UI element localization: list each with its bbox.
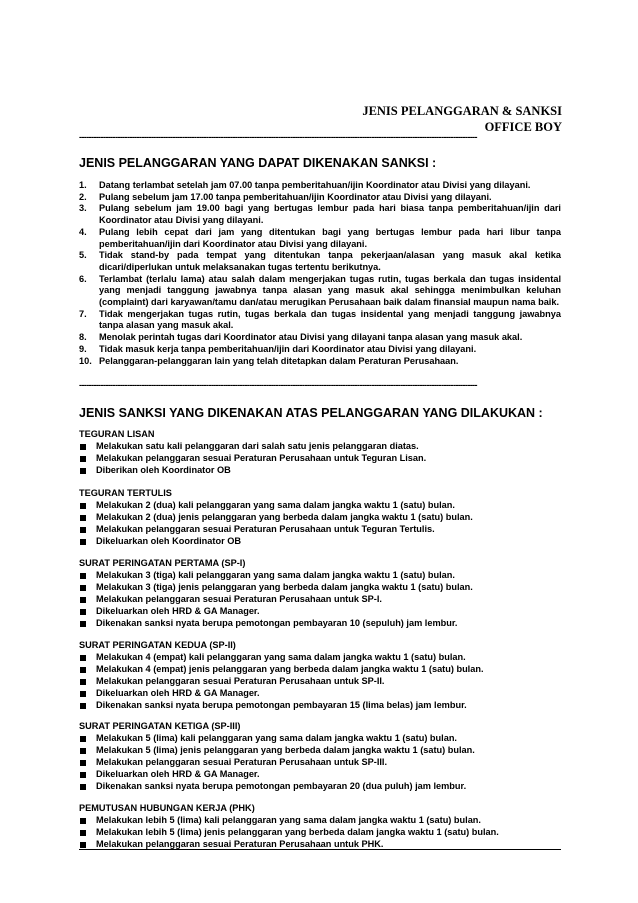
item-text: Melakukan lebih 5 (lima) jenis pelanggaran yang berbeda dalam jangka waktu 1 (satu) bulan. bbox=[96, 826, 499, 837]
item-text: Pulang lebih cepat dari jam yang ditentukan bagi yang bertugas lembur pada hari libur tanpa pemberitahuan/ijin dari Koordinator atau Divisi yang dilayani. bbox=[99, 226, 561, 249]
list-item bbox=[79, 676, 561, 688]
square-bullet-icon bbox=[79, 524, 96, 536]
square-bullet-icon bbox=[79, 700, 96, 712]
sanction-section-phk bbox=[79, 803, 561, 851]
document-subtitle: OFFICE BOY bbox=[484, 120, 562, 134]
list-item bbox=[79, 536, 561, 548]
square-bullet-icon bbox=[79, 606, 96, 618]
list-item bbox=[79, 332, 561, 344]
list-item bbox=[79, 733, 561, 745]
item-number: 6. bbox=[79, 273, 87, 284]
list-item bbox=[79, 606, 561, 618]
list-item bbox=[79, 274, 561, 309]
square-bullet-icon bbox=[79, 652, 96, 664]
section-title: PEMUTUSAN HUBUNGAN KERJA (PHK) bbox=[79, 803, 255, 813]
item-text: Dikenakan sanksi nyata berupa pemotongan pembayaran 15 (lima belas) jam lembur. bbox=[96, 699, 467, 710]
item-text: Pulang sebelum jam 17.00 tanpa pemberitahuan/ijin Koordinator atau Divisi yang dilayani. bbox=[99, 191, 492, 202]
square-bullet-icon bbox=[79, 500, 96, 512]
square-bullet-icon bbox=[79, 441, 96, 453]
list-item bbox=[79, 769, 561, 781]
list-item bbox=[79, 309, 561, 332]
item-text: Melakukan 5 (lima) jenis pelanggaran yang berbeda dalam jangka waktu 1 (satu) bulan. bbox=[96, 744, 475, 755]
sanctions-heading: JENIS SANKSI YANG DIKENAKAN ATAS PELANGGARAN YANG DILAKUKAN : bbox=[79, 406, 543, 420]
list-item bbox=[79, 441, 561, 453]
separator-line: ---------------------------------------------------------------------------------------------------------------------------------------------------------------------- bbox=[79, 380, 477, 390]
item-number: 3. bbox=[79, 203, 87, 214]
item-text: Melakukan pelanggaran sesuai Peraturan Perusahaan untuk SP-I. bbox=[96, 593, 382, 604]
square-bullet-icon bbox=[79, 733, 96, 745]
item-text: Terlambat (terlalu lama) atau salah dalam mengerjakan tugas rutin, tugas berkala dan tugas insidental yang menjadi tanggung jawabnya tanpa alasan yang masuk akal sehingga menimbulkan keluhan (complaint) dari karyawan/tamu dan/atau merugikan Perusahaan baik dalam finansial maupun nama baik. bbox=[99, 273, 561, 308]
document-title: JENIS PELANGGARAN & SANKSI bbox=[362, 104, 562, 118]
item-text: Melakukan pelanggaran sesuai Peraturan Perusahaan untuk SP-II. bbox=[96, 675, 385, 686]
item-text: Melakukan 2 (dua) jenis pelanggaran yang berbeda dalam jangka waktu 1 (satu) bulan. bbox=[96, 511, 473, 522]
list-item bbox=[79, 465, 561, 477]
list-item bbox=[79, 582, 561, 594]
square-bullet-icon bbox=[79, 465, 96, 477]
section-title: SURAT PERINGATAN KETIGA (SP-III) bbox=[79, 721, 241, 731]
list-item bbox=[79, 594, 561, 606]
bullet-list bbox=[79, 500, 561, 548]
list-item bbox=[79, 815, 561, 827]
list-item bbox=[79, 192, 561, 204]
list-item bbox=[79, 344, 561, 356]
square-bullet-icon bbox=[79, 664, 96, 676]
item-text: Dikenakan sanksi nyata berupa pemotongan pembayaran 20 (dua puluh) jam lembur. bbox=[96, 780, 467, 791]
item-text: Melakukan 5 (lima) kali pelanggaran yang sama dalam jangka waktu 1 (satu) bulan. bbox=[96, 732, 457, 743]
item-number: 9. bbox=[79, 343, 87, 354]
bullet-list bbox=[79, 570, 561, 630]
list-item bbox=[79, 757, 561, 769]
item-text: Melakukan lebih 5 (lima) kali pelanggaran yang sama dalam jangka waktu 1 (satu) bulan. bbox=[96, 814, 481, 825]
item-number: 8. bbox=[79, 332, 87, 343]
item-text: Pelanggaran-pelanggaran lain yang telah ditetapkan dalam Peraturan Perusahaan. bbox=[99, 355, 459, 366]
item-text: Melakukan pelanggaran sesuai Peraturan Perusahaan untuk SP-III. bbox=[96, 756, 388, 767]
bullet-list bbox=[79, 733, 561, 793]
item-text: Melakukan 3 (tiga) jenis pelanggaran yang berbeda dalam jangka waktu 1 (satu) bulan. bbox=[96, 581, 473, 592]
list-item bbox=[79, 356, 561, 368]
sanction-section-teguran-tertulis bbox=[79, 488, 561, 548]
square-bullet-icon bbox=[79, 618, 96, 630]
item-text: Melakukan 3 (tiga) kali pelanggaran yang sama dalam jangka waktu 1 (satu) bulan. bbox=[96, 569, 455, 580]
separator-line: ---------------------------------------------------------------------------------------------------------------------------------------------------------------------- bbox=[79, 132, 477, 142]
list-item bbox=[79, 500, 561, 512]
square-bullet-icon bbox=[79, 827, 96, 839]
item-text: Dikenakan sanksi nyata berupa pemotongan pembayaran 10 (sepuluh) jam lembur. bbox=[96, 617, 458, 628]
item-text: Dikeluarkan oleh HRD & GA Manager. bbox=[96, 768, 260, 779]
item-text: Tidak stand-by pada tempat yang ditentukan tanpa pekerjaan/alasan yang masuk akal ketika dicari/diperlukan untuk melaksanakan tugas tertentu berikutnya. bbox=[99, 250, 561, 272]
item-number: 10. bbox=[79, 355, 92, 366]
square-bullet-icon bbox=[79, 781, 96, 793]
item-text: Melakukan pelanggaran sesuai Peraturan Perusahaan untuk Teguran Lisan. bbox=[96, 452, 427, 463]
item-text: Dikeluarkan oleh HRD & GA Manager. bbox=[96, 605, 260, 616]
item-number: 4. bbox=[79, 226, 87, 237]
sanction-section-sp-2 bbox=[79, 640, 561, 711]
item-number: 7. bbox=[79, 308, 87, 319]
list-item bbox=[79, 618, 561, 630]
item-text: Melakukan 4 (empat) kali pelanggaran yang sama dalam jangka waktu 1 (satu) bulan. bbox=[96, 651, 466, 662]
square-bullet-icon bbox=[79, 676, 96, 688]
bullet-list bbox=[79, 815, 561, 851]
item-text: Menolak perintah tugas dari Koordinator atau Divisi yang dilayani tanpa alasan yang masuk akal. bbox=[99, 332, 523, 343]
square-bullet-icon bbox=[79, 769, 96, 781]
list-item bbox=[79, 570, 561, 582]
list-item bbox=[79, 203, 561, 226]
square-bullet-icon bbox=[79, 688, 96, 700]
square-bullet-icon bbox=[79, 745, 96, 757]
square-bullet-icon bbox=[79, 570, 96, 582]
item-text: Datang terlambat setelah jam 07.00 tanpa pemberitahuan/ijin Koordinator atau Divisi yang dilayani. bbox=[99, 180, 531, 190]
item-text: Tidak masuk kerja tanpa pemberitahuan/ijin dari Koordinator atau Divisi yang dilayani. bbox=[99, 343, 477, 354]
sanction-section-sp-3 bbox=[79, 721, 561, 792]
list-item bbox=[79, 700, 561, 712]
list-item bbox=[79, 652, 561, 664]
square-bullet-icon bbox=[79, 536, 96, 548]
square-bullet-icon bbox=[79, 512, 96, 524]
square-bullet-icon bbox=[79, 815, 96, 827]
bullet-list bbox=[79, 441, 561, 477]
list-item bbox=[79, 524, 561, 536]
item-text: Melakukan satu kali pelanggaran dari salah satu jenis pelanggaran diatas. bbox=[96, 440, 419, 451]
list-item bbox=[79, 512, 561, 524]
sanction-section-teguran-lisan bbox=[79, 429, 561, 477]
item-number: 2. bbox=[79, 191, 87, 202]
item-text: Dikeluarkan oleh Koordinator OB bbox=[96, 535, 241, 546]
item-text: Melakukan pelanggaran sesuai Peraturan Perusahaan untuk PHK. bbox=[96, 838, 384, 849]
section-title: SURAT PERINGATAN PERTAMA (SP-I) bbox=[79, 558, 246, 568]
item-text: Melakukan 4 (empat) jenis pelanggaran yang berbeda dalam jangka waktu 1 (satu) bulan. bbox=[96, 663, 484, 674]
list-item bbox=[79, 781, 561, 793]
list-item bbox=[79, 745, 561, 757]
square-bullet-icon bbox=[79, 582, 96, 594]
item-text: Melakukan pelanggaran sesuai Peraturan Perusahaan untuk Teguran Tertulis. bbox=[96, 523, 435, 534]
item-text: Pulang sebelum jam 19.00 bagi yang bertugas lembur pada hari biasa tanpa pemberitahuan/ijin dari Koordinator atau Divisi yang dilayani. bbox=[99, 203, 561, 226]
square-bullet-icon bbox=[79, 453, 96, 465]
square-bullet-icon bbox=[79, 594, 96, 606]
item-text: Diberikan oleh Koordinator OB bbox=[96, 464, 231, 475]
item-text: Melakukan 2 (dua) kali pelanggaran yang sama dalam jangka waktu 1 (satu) bulan. bbox=[96, 499, 455, 510]
list-item bbox=[79, 827, 561, 839]
list-item bbox=[79, 453, 561, 465]
section-title: SURAT PERINGATAN KEDUA (SP-II) bbox=[79, 640, 236, 650]
section-title: TEGURAN TERTULIS bbox=[79, 488, 172, 498]
item-number: 5. bbox=[79, 250, 87, 261]
square-bullet-icon bbox=[79, 757, 96, 769]
list-item bbox=[79, 180, 561, 192]
bullet-list bbox=[79, 652, 561, 712]
section-title: TEGURAN LISAN bbox=[79, 429, 155, 439]
bottom-rule bbox=[79, 849, 561, 850]
list-item bbox=[79, 664, 561, 676]
sanction-section-sp-1 bbox=[79, 558, 561, 629]
item-text: Dikeluarkan oleh HRD & GA Manager. bbox=[96, 687, 260, 698]
violations-list bbox=[79, 180, 561, 367]
list-item bbox=[79, 227, 561, 250]
violations-heading: JENIS PELANGGARAN YANG DAPAT DIKENAKAN SANKSI : bbox=[79, 156, 437, 170]
item-text: Tidak mengerjakan tugas rutin, tugas berkala dan tugas insidental yang menjadi tanggung jawabnya tanpa alasan yang masuk akal. bbox=[99, 308, 561, 331]
list-item bbox=[79, 250, 561, 273]
item-number: 1. bbox=[79, 180, 87, 190]
list-item bbox=[79, 688, 561, 700]
